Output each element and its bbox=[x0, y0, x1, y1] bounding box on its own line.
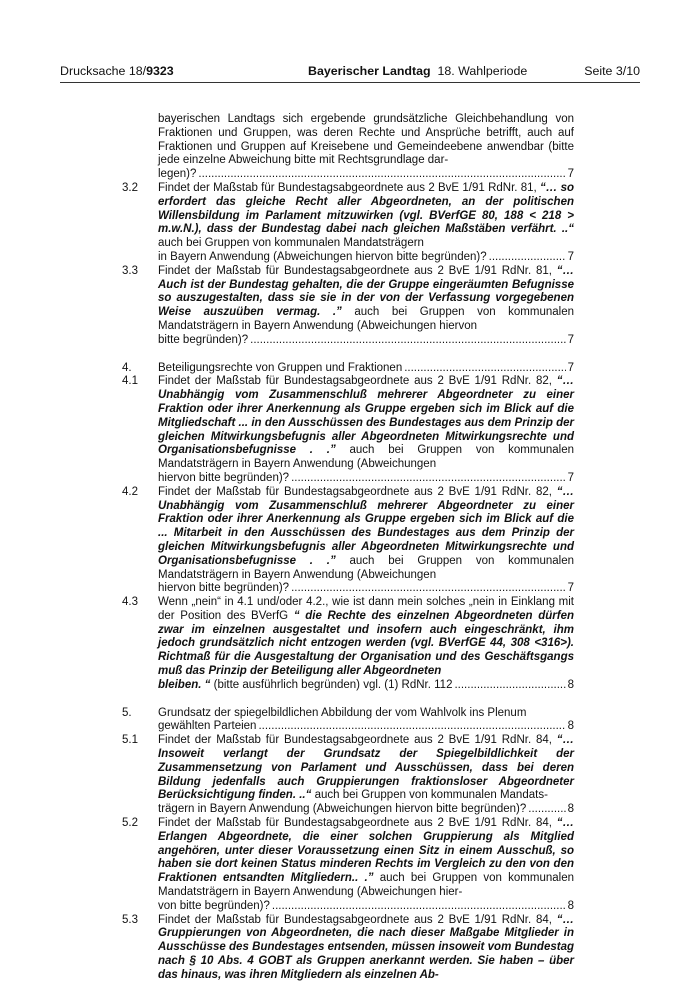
item-number: 5.1 bbox=[122, 734, 138, 747]
item-text: Findet der Maßstab für Bundestagsabgeordnete aus 2 BvE 1/91 RdNr. 81, “… so erfordert das gleiche Recht aller Abgeordneten, an der politischen Willensbildung im Parlament mitzuwirken (vgl. BVerfGE 80, 188 < 218 > m.w.N.), dass der Bundestag dabei nach gleichen Maßstäben verfährt. ..“ auch bei Gruppen von kommunalen Mandatsträgern bbox=[158, 181, 574, 250]
item-text: Findet der Maßstab für Bundestagsabgeordnete aus 2 BvE 1/91 RdNr. 81, “… Auch ist der Bundestag gehalten, die der Gruppe eingeräumten Befugnisse so auszugestalten, dass sie sie in der von der Verfassung vorgegebenen Weise auszuüben vermag. .” auch bei Gruppen von kommunalen Mandatsträgern in Bayern Anwendung (Abweichungen hiervon bbox=[158, 264, 575, 332]
page-ref: 7 bbox=[567, 471, 574, 484]
page-ref: 7 bbox=[567, 333, 574, 346]
toc-line: bleiben. “ (bitte ausführlich begründen) vgl. (1) RdNr. 112 ..... 8 bbox=[158, 679, 574, 693]
question-3-3 bbox=[122, 265, 574, 348]
item-quote: “… Gruppierungen von Abgeordneten, die nach dieser Maßgabe Mitglieder in Ausschüsse des Bundestages entsenden, müssen insoweit vom Bundestag nach § 10 Abs. 4 GOBT als Gruppen anerkannt werden. Sie haben – über das hinaus, was ihren Mitgliedern als einzelnen Ab- bbox=[158, 913, 574, 981]
page-ref: 7 bbox=[567, 250, 574, 263]
item-quote: “… so erfordert das gleiche Recht aller Abgeordneten, an der politischen Willensbildung im Parlament mitzuwirken (vgl. BVerfGE 80, 188 < 218 > m.w.N.), dass der Bundestag dabei nach gleichen Maßstäben verfährt. ..“ bbox=[158, 181, 574, 236]
item-text: Findet der Maßstab für Bundestagsabgeordnete aus 2 BvE 1/91 RdNr. 82, “… Unabhängig vom Zusammenschluß mehrerer Abgeordneter zu einer Fraktion oder ihrer Anerkennung als Gruppe ergeben sich im Blick auf die ... Mitarbeit in den Ausschüssen des Bundestages aus dem Prinzip der gleichen Mitwirkungsbefugnis aller Abgeordneten Mitwirkungsrechte und Organisationsbefugnisse . .” auch bei Gruppen von kommunalen Mandatsträgern in Bayern Anwendung (Abweichungen bbox=[158, 485, 575, 581]
page-ref: 8 bbox=[567, 803, 574, 816]
page-ref: 8 bbox=[567, 720, 574, 733]
toc-line bbox=[158, 362, 574, 376]
item-quote: “ die Rechte des einzelnen Abgeordneten dürfen zwar im einzelnen ausgestaltet und insofern auch eingeschränkt, ihm jedoch grundsätzlich nicht entzogen werden (vgl. BVerfGE 44, 308 <316>). Richtmaß für die Ausgestaltung der Organisation und des Geschäftsgangs muß das Prinzip der Beteiligung aller Abgeordneten bbox=[158, 609, 574, 678]
item-text: Wenn „nein“ in 4.1 und/oder 4.2., wie ist dann mein solches „nein in Einklang mit der Position des BVerfG “ die Rechte des einzelnen Abgeordneten dürfen zwar im einzelnen ausgestaltet und insofern auch eingeschränkt, ihm jedoch grundsätzlich nicht entzogen werden (vgl. BVerfGE 44, 308 <316>). Richtmaß für die Ausgestaltung der Organisation und des Geschäftsgangs muß das Prinzip der Beteiligung aller Abgeordneten bbox=[158, 596, 574, 678]
toc-line: gewählten Parteien ..... 8 bbox=[158, 720, 574, 734]
question-5-2 bbox=[122, 817, 574, 914]
toc-line: von bitte begründen)? ..... 8 bbox=[158, 900, 574, 914]
item-quote: “… Unabhängig vom Zusammenschluß mehrerer Abgeordneter zu einer Fraktion oder ihrer Anerkennung als Gruppe ergeben sich im Blick auf die ... Mitarbeit in den Ausschüssen des Bundestages aus dem Prinzip der gleichen Mitwirkungsbefugnis aller Abgeordneten Mitwirkungsrechte und Organisationsbefugnisse . .” bbox=[158, 485, 574, 567]
item-number: 3.2 bbox=[122, 181, 138, 194]
page-ref: 7 bbox=[567, 361, 574, 374]
dot-leader bbox=[528, 803, 565, 817]
page-header bbox=[60, 64, 640, 83]
question-3-2 bbox=[122, 182, 574, 265]
question-4-1 bbox=[122, 375, 574, 485]
item-number: 4.2 bbox=[122, 485, 138, 498]
item-text: Findet der Maßstab für Bundestagsabgeordnete aus 2 BvE 1/91 RdNr. 84, “… Erlangen Abgeordnete, die einer solchen Gruppierung als Mitglied angehören, unter dieser Voraussetzung einen Sitz in einem Ausschuß, so haben sie dort keinen Status minderen Rechts im Vergleich zu den von den Fraktionen entsandten Mitgliedern.. .” auch bei Gruppen von kommunalen Mandatsträgern in Bayern Anwendung (Abweichungen hier- bbox=[158, 817, 575, 899]
toc-line: trägern in Bayern Anwendung (Abweichungen hiervon bitte begründen)? ..... 8 bbox=[158, 803, 574, 817]
page-number: Seite 3/10 bbox=[584, 64, 640, 78]
question-4-3 bbox=[122, 596, 574, 693]
toc-line: bitte begründen)? ..... 7 bbox=[158, 334, 574, 348]
section-number: 4. bbox=[122, 361, 132, 374]
dot-leader bbox=[404, 362, 565, 376]
section-number: 5. bbox=[122, 706, 132, 719]
item-text: Findet der Maßstab für Bundestagsabgeordnete aus 2 BvE 1/91 RdNr. 84, “… Insoweit verlangt der Grundsatz der Spiegelbildlichkeit der Zusammensetzung von Parlament und Ausschüssen, dass bei deren Bildung jedenfalls auch Gruppierungen fraktionsloser Abgeordneter Berücksichtigung finden. ..“ auch bei Gruppen von kommunalen Mandats- bbox=[158, 734, 574, 802]
dot-leader bbox=[250, 334, 565, 348]
section-4-heading bbox=[122, 362, 574, 376]
page-ref: 8 bbox=[567, 899, 574, 912]
document-body bbox=[122, 113, 574, 983]
item-number: 3.3 bbox=[122, 264, 138, 277]
toc-line: hiervon bitte begründen)? ..... 7 bbox=[158, 582, 574, 596]
page-ref: 7 bbox=[567, 582, 574, 595]
item-text: Findet der Maßstab für Bundestagsabgeordnete aus 2 BvE 1/91 RdNr. 84, “… Gruppierungen von Abgeordneten, die nach dieser Maßgabe Mitglieder in Ausschüsse des Bundestages entsenden, müssen insoweit vom Bundestag nach § 10 Abs. 4 GOBT als Gruppen anerkannt werden. Sie haben – über das hinaus, was ihren Mitgliedern als einzelnen Ab- bbox=[158, 913, 574, 981]
page-ref: 8 bbox=[567, 678, 574, 691]
section-title: Beteiligungsrechte von Gruppen und Fraktionen bbox=[158, 361, 403, 374]
dot-leader bbox=[291, 582, 566, 596]
item-number: 4.1 bbox=[122, 375, 138, 388]
item-quote: “… Insoweit verlangt der Grundsatz der Spiegelbildlichkeit der Zusammensetzung von Parlament und Ausschüssen, dass bei deren Bildung jedenfalls auch Gruppierungen fraktionsloser Abgeordneter Berücksichtigung finden. ..“ bbox=[158, 734, 574, 802]
dot-leader bbox=[198, 168, 565, 182]
item-number: 4.3 bbox=[122, 596, 138, 609]
dot-leader bbox=[258, 720, 565, 734]
dot-leader bbox=[454, 679, 565, 693]
question-5-3 bbox=[122, 914, 574, 983]
header-period: 18. Wahlperiode bbox=[437, 64, 528, 78]
header-institution: Bayerischer Landtag 18. Wahlperiode bbox=[308, 64, 528, 78]
dot-leader bbox=[272, 900, 566, 914]
drucksache-number: 9323 bbox=[146, 64, 174, 78]
question-4-2 bbox=[122, 486, 574, 596]
intro-text: bayerischen Landtags sich ergebende grundsätzliche Gleichbehandlung von Fraktionen und Gruppen, was deren Rechte und Ansprüche betrifft, auch auf Fraktionen und Gruppen auf Kreisebene und Gemeindeebene anwendbar (bitte jede einzelne Abweichung bitte mit Rechtsgrundlage dar- bbox=[158, 113, 574, 167]
toc-line: hiervon bitte begründen)? ..... 7 bbox=[158, 472, 574, 486]
item-text: Findet der Maßstab für Bundestagsabgeordnete aus 2 BvE 1/91 RdNr. 82, “… Unabhängig vom Zusammenschluß mehrerer Abgeordneter zu einer Fraktion oder ihrer Anerkennung als Gruppe ergeben sich im Blick auf die Mitgliedschaft ... in den Ausschüssen des Bundestages aus dem Prinzip der gleichen Mitwirkungsbefugnis aller Abgeordneten Mitwirkungsrechte und Organisationsbefugnisse . .” auch bei Gruppen von kommunalen Mandatsträgern in Bayern Anwendung (Abweichungen bbox=[158, 375, 575, 471]
intro-last-line: legen)? bbox=[158, 168, 197, 181]
item-quote-end: bleiben. “ bbox=[158, 678, 211, 691]
toc-line bbox=[158, 168, 574, 182]
item-quote: “… Auch ist der Bundestag gehalten, die der Gruppe eingeräumten Befugnisse so auszugestalten, dass sie sie in der von der Verfassung vorgegebenen Weise auszuüben vermag. .” bbox=[158, 264, 574, 319]
item-number: 5.3 bbox=[122, 913, 138, 926]
section-title: Grundsatz der spiegelbildlichen Abbildung der vom Wahlvolk ins Plenum bbox=[158, 706, 527, 719]
question-5-1 bbox=[122, 734, 574, 817]
item-number: 5.2 bbox=[122, 817, 138, 830]
item-quote: “… Erlangen Abgeordnete, die einer solchen Gruppierung als Mitglied angehören, unter dieser Voraussetzung einen Sitz in einem Ausschuß, so haben sie dort keinen Status minderen Rechts im Vergleich zu den von den Fraktionen entsandten Mitgliedern.. .” bbox=[158, 817, 574, 885]
item-quote: “… Unabhängig vom Zusammenschluß mehrerer Abgeordneter zu einer Fraktion oder ihrer Anerkennung als Gruppe ergeben sich im Blick auf die Mitgliedschaft ... in den Ausschüssen des Bundestages aus dem Prinzip der gleichen Mitwirkungsbefugnis aller Abgeordneten Mitwirkungsrechte und Organisationsbefugnisse . .” bbox=[158, 375, 574, 457]
page-ref: 7 bbox=[567, 168, 574, 181]
section-5-heading bbox=[122, 707, 574, 735]
drucksache-label: Drucksache 18/9323 bbox=[60, 64, 174, 78]
dot-leader bbox=[291, 472, 566, 486]
intro-paragraph bbox=[122, 113, 574, 182]
toc-line: in Bayern Anwendung (Abweichungen hiervon bitte begründen)? ..... 7 bbox=[158, 251, 574, 265]
dot-leader bbox=[489, 251, 566, 265]
